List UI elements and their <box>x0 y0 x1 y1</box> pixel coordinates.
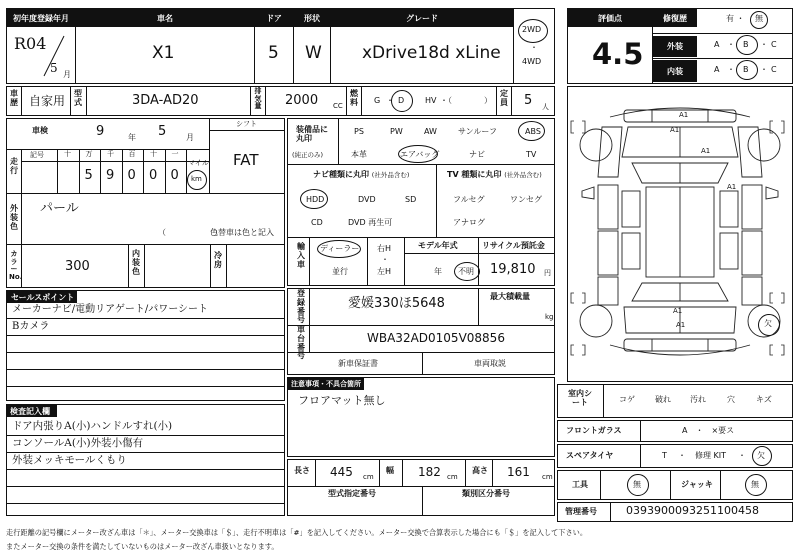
interior-sheet-item: 汚れ <box>690 395 706 404</box>
length-value: 445 <box>330 465 353 479</box>
sales-point-header: セールスポイント <box>7 291 77 303</box>
ruled-line <box>7 469 284 470</box>
import-dealer: ディーラー <box>320 244 360 253</box>
int-dot1: ・ <box>727 65 735 74</box>
shape-header: 形状 <box>294 9 330 27</box>
ruled-line <box>7 318 284 319</box>
fuel-paren: ・（ ） <box>440 96 492 105</box>
first-reg-month: 5 <box>50 61 58 75</box>
inspection-month: 5 <box>158 124 167 139</box>
model-year-value: 不明 <box>458 267 474 276</box>
equipment-item: PS <box>354 127 364 136</box>
inspection-month-unit: 月 <box>186 133 194 142</box>
new-car-warranty: 新車保証書 <box>338 359 378 368</box>
first-reg-era: R04 <box>14 34 47 53</box>
chassis-label: 車台番号 <box>297 325 305 361</box>
registration-value: 愛媛330ほ5648 <box>348 296 445 311</box>
repair-header: 修復歴 <box>653 9 697 27</box>
footer-line-2: またメーター交換の条件を満たしていないものはメーター改ざん車扱いとなります。 <box>6 542 279 551</box>
import-parallel: 並行 <box>332 267 348 276</box>
drive-dot: ・ <box>530 43 538 52</box>
mileage-divider <box>143 149 144 193</box>
model-label: 型式 <box>74 89 82 107</box>
mileage-divider <box>100 149 101 193</box>
ext-dot2: ・ <box>760 40 768 49</box>
mileage-divider <box>186 149 187 193</box>
model-value: 3DA-AD20 <box>132 93 199 108</box>
grade-value: xDrive18d xLine <box>362 43 501 63</box>
vehicle-manual: 車両取説 <box>474 359 506 368</box>
color-code-label: カラーNo. <box>9 250 23 282</box>
import-label: 輸入車 <box>297 242 305 269</box>
mileage-unit-label: 百 <box>128 150 136 158</box>
width-unit: cm <box>447 473 458 481</box>
type-designation-label: 型式指定番号 <box>328 489 376 498</box>
navi-hdd: HDD <box>306 195 325 204</box>
mile-label: マイル <box>188 159 209 167</box>
ac-label: 冷房 <box>214 251 222 269</box>
score-header: 評価点 <box>568 9 652 27</box>
ruled-line <box>7 369 284 370</box>
equipment-item: TV <box>526 150 537 159</box>
windshield-value: A ・ ×要ス <box>682 426 735 435</box>
mileage-unit-label: 万 <box>85 150 93 158</box>
damage-mark-2: A1 <box>670 126 680 134</box>
ruled-line <box>7 452 284 453</box>
footer-line-1: 走行距離の記号欄にメーター改ざん車は「＊」、メーター交換車は「＄」、走行不明車は「#」を記入してください。メーター交換で合算表示した場合にも「＄」を記入して下さい。 <box>6 528 588 537</box>
recycle-unit: 円 <box>544 269 551 277</box>
tv-one: ワンセグ <box>510 195 542 204</box>
ruled-line <box>7 503 284 504</box>
color-label: 外装色 <box>10 204 18 231</box>
door-header: ドア <box>255 9 293 27</box>
inspection-year: 9 <box>96 124 105 139</box>
mileage-divider <box>79 149 80 193</box>
mileage-digit: 5 <box>84 168 93 183</box>
damage-mark-3: A1 <box>701 147 711 155</box>
class-number-label: 類別区分番号 <box>462 489 510 498</box>
mgmt-label: 管理番号 <box>565 507 597 516</box>
width-value: 182 <box>418 465 441 479</box>
abs-circle <box>518 121 545 141</box>
max-load-unit: kg <box>545 313 554 321</box>
recycle-label: リサイクル預託金 <box>482 241 545 250</box>
max-load-label: 最大積載量 <box>490 292 530 301</box>
equipment-item: ABS <box>525 127 541 136</box>
door-value: 5 <box>268 43 279 63</box>
cc-unit: CC <box>333 102 343 110</box>
length-label: 長さ <box>294 466 310 475</box>
length-unit: cm <box>363 473 374 481</box>
spare-kit: 修理 KIT <box>695 451 727 460</box>
mileage-unit-label: 十 <box>64 150 71 158</box>
inspection-label: 車検 <box>32 126 48 135</box>
equipment-item: ナビ <box>469 150 485 159</box>
shift-label: シフト <box>236 120 257 128</box>
score-value: 4.5 <box>592 37 644 71</box>
mgmt-value: 0393900093251100458 <box>626 504 759 517</box>
mileage-sym-label: 記号 <box>30 151 44 159</box>
height-label: 高さ <box>472 466 488 475</box>
navi-sd: SD <box>405 195 417 204</box>
mileage-digit: 0 <box>149 168 158 183</box>
equipment-item: エアバッグ <box>400 150 440 159</box>
jack-label: ジャッキ <box>681 480 713 489</box>
spare-tire-label: スペアタイヤ <box>566 451 614 460</box>
tv-full: フルセグ <box>453 195 485 204</box>
ruled-line <box>7 435 284 436</box>
recycle-value: 19,810 <box>490 262 536 277</box>
interior-sheet-item: コゲ <box>619 395 635 404</box>
person-unit: 人 <box>542 103 549 111</box>
equipment-item: 本革 <box>351 150 367 159</box>
navi-cd: CD <box>311 218 323 227</box>
equipment-item: サンルーフ <box>458 127 497 136</box>
ext-c: C <box>771 40 777 49</box>
shape-value: W <box>305 43 322 63</box>
ruled-line <box>7 486 284 487</box>
interior-sheet-item: キズ <box>756 395 772 404</box>
sales-point-line: メーカーナビ/電動リアゲート/パワーシート <box>12 304 209 315</box>
damage-mark-5: A1 <box>673 307 683 315</box>
jack-value: 無 <box>751 480 759 489</box>
equipment-label: 装備品に丸印 <box>296 125 328 143</box>
interior-sheet-item: 破れ <box>655 395 671 404</box>
equipment-sub: (純正のみ) <box>292 151 324 159</box>
navi-label: ナビ種類に丸印 (社外品含む) <box>313 170 410 179</box>
color-code: 300 <box>65 259 90 274</box>
tools-value: 無 <box>633 480 641 489</box>
usage-value: 自家用 <box>29 94 66 108</box>
ruled-line <box>7 386 284 387</box>
repair-value: 無 <box>755 14 763 23</box>
damage-mark-1: A1 <box>679 111 689 119</box>
int-c: C <box>771 65 777 74</box>
mileage-unit-label: 十 <box>150 150 157 158</box>
int-b: B <box>743 65 749 74</box>
tv-label: TV 種類に丸印 (社外品含む) <box>447 170 542 179</box>
mileage-unit-label: 一 <box>171 150 179 158</box>
caution-value: フロアマット無し <box>298 394 386 407</box>
fuel-d: D <box>398 96 405 105</box>
color-note: 色替車は色と記入 <box>210 228 274 237</box>
km-label: km <box>191 175 202 183</box>
fuel-label: 燃料 <box>350 89 358 107</box>
tools-label: 工具 <box>572 480 588 489</box>
registration-label: 登録番号 <box>297 289 305 325</box>
inspector-line: コンソールA(小)外装小傷有 <box>12 437 144 449</box>
spare-dot2: ・ <box>738 451 746 460</box>
displacement-label: 排気量 <box>254 87 262 111</box>
navi-dvd-play: DVD 再生可 <box>348 218 393 227</box>
mileage-digit: 0 <box>170 168 179 183</box>
equipment-item: AW <box>424 127 437 136</box>
airbag-circle <box>398 145 438 163</box>
inspector-line: 外装メッキモールくもり <box>12 454 127 466</box>
car-name-header: 車名 <box>76 9 254 27</box>
navi-dvd: DVD <box>358 195 376 204</box>
model-year-unit: 年 <box>434 267 442 276</box>
damage-mark-6: A1 <box>676 321 686 329</box>
int-dot2: ・ <box>760 65 768 74</box>
interior-sheet-label: 室内シート <box>568 389 592 407</box>
color-paren: （ ） <box>158 228 222 237</box>
displacement-value: 2000 <box>285 93 319 108</box>
height-value: 161 <box>507 465 530 479</box>
interior-sheet-item: 穴 <box>727 395 735 404</box>
width-label: 幅 <box>386 466 394 475</box>
car-diagram <box>568 87 792 381</box>
caution-header: 注意事項・不具合箇所 <box>288 378 364 390</box>
first-reg-header: 初年度登録年月 <box>7 9 75 27</box>
sales-point-line: Bカメラ <box>12 321 50 332</box>
chassis-value: WBA32AD0105V08856 <box>367 331 505 345</box>
capacity-label: 定員 <box>500 89 508 107</box>
tv-analog: アナログ <box>453 218 485 227</box>
repair-opts: 有 ・ <box>726 14 745 23</box>
grade-header: グレード <box>331 9 513 27</box>
interior-color-label: 内装色 <box>132 249 140 276</box>
inspection-year-unit: 年 <box>128 133 136 142</box>
damage-mark-4: A1 <box>727 183 737 191</box>
exterior-header: 外装 <box>653 36 697 57</box>
windshield-label: フロントガラス <box>566 426 622 435</box>
usage-label: 車歴 <box>10 89 18 107</box>
mileage-digit: 9 <box>106 168 115 183</box>
first-reg-month-unit: 月 <box>63 70 71 79</box>
spare-t: T <box>662 451 667 460</box>
inspector-header: 検査記入欄 <box>7 405 57 417</box>
import-right: 右H <box>377 244 392 253</box>
fuel-hv: HV <box>425 96 437 105</box>
car-name-value: X1 <box>152 43 175 63</box>
import-dot: ・ <box>381 255 389 264</box>
drive-4wd: 4WD <box>522 57 542 66</box>
missing-mark: 欠 <box>764 319 772 328</box>
mileage-unit-label: 千 <box>107 150 114 158</box>
model-year-label: モデル年式 <box>418 241 458 250</box>
mileage-divider <box>165 149 166 193</box>
import-left: 左H <box>377 267 392 276</box>
ruled-line <box>7 335 284 336</box>
fuel-g: G <box>374 96 381 105</box>
color-value: パール <box>40 201 79 216</box>
inspector-line: ドア内張りA(小)ハンドルすれ(小) <box>12 420 173 432</box>
shift-value: FAT <box>233 151 259 169</box>
fuel-dot: ・ <box>386 96 394 105</box>
ext-dot1: ・ <box>727 40 735 49</box>
int-a: A <box>714 65 720 74</box>
spare-none: 欠 <box>757 451 765 460</box>
height-unit: cm <box>542 473 553 481</box>
interior-header: 内装 <box>653 60 697 82</box>
mileage-digit: 0 <box>127 168 136 183</box>
equipment-item: PW <box>390 127 403 136</box>
ruled-line <box>7 352 284 353</box>
mileage-divider <box>122 149 123 193</box>
ext-a: A <box>714 40 720 49</box>
drive-2wd: 2WD <box>522 25 542 34</box>
spare-dot: ・ <box>678 451 686 460</box>
mileage-label: 走行 <box>10 157 18 175</box>
ext-b: B <box>743 40 749 49</box>
capacity-value: 5 <box>524 93 533 108</box>
